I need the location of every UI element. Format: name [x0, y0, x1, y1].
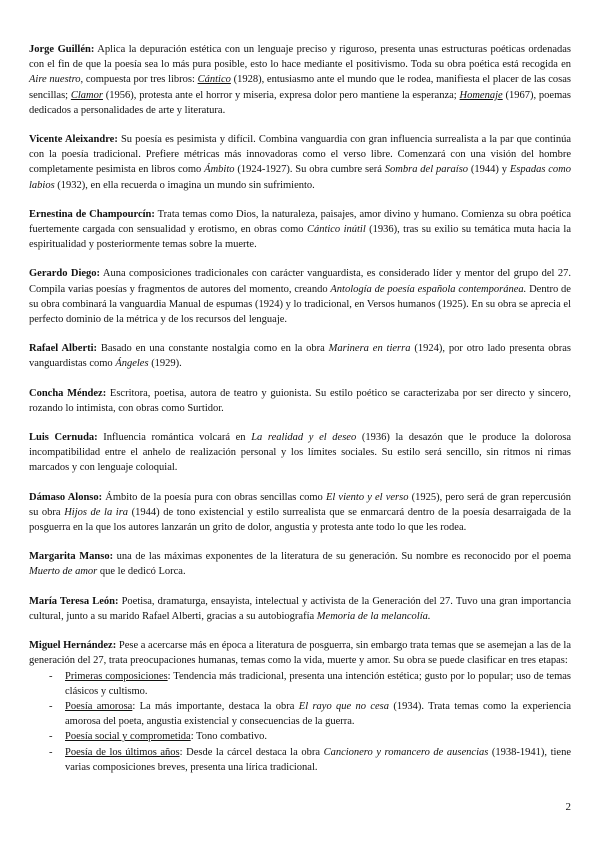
underlined-text: Poesía amorosa: [65, 700, 133, 712]
author-name: Ernestina de Champourcín:: [29, 208, 155, 220]
body-text: Poetisa, dramaturga, ensayista, intelectual y activista de la Generación del 27. Tuvo una gran importancia cultural, junto a su marido Rafael Alberti, gracias a su autobiografía: [29, 595, 571, 622]
author-name: Luis Cernuda:: [29, 432, 98, 444]
italic-text: Ámbito: [204, 164, 235, 176]
italic-text: Memoria de la melancolía.: [316, 610, 431, 622]
body-text: Influencia romántica volcará en: [97, 432, 252, 444]
author-entry-miguel-hernandez: [29, 638, 571, 775]
body-text: : La más importante, destaca la obra: [132, 700, 299, 712]
page-number: 2: [565, 801, 571, 813]
italic-text: Cancionero y romancero de ausencias: [323, 746, 489, 758]
italic-text: El rayo que no cesa: [298, 700, 390, 712]
body-text: (1932), en ella recuerda o imagina un mundo sin sufrimiento.: [54, 179, 315, 191]
body-text: (1944) y: [468, 164, 510, 176]
body-text: (1956), protesta ante el horror y miseria, expresa dolor pero mantiene la esperanza;: [102, 89, 460, 101]
italic-text: El viento y el verso: [325, 491, 409, 503]
body-text: Su poesía es pesimista y difícil. Combina vanguardia con gran influencia surrealista a la par que continúa con la poesía tradicional. Prefiere métricas más innovadoras como el verso libre. Comenzará con una visión del hombre completamente pesimista en libros como: [29, 134, 571, 176]
author-entry-margarita-manso: [29, 549, 571, 579]
body-text: (1929).: [148, 358, 182, 370]
body-text: Auna composiciones tradicionales con carácter vanguardista, es considerado líder y mentor del grupo del 27. Compila varias poesías y fragmentos de autores del momento, creando: [29, 268, 571, 295]
italic-text: Clamor: [70, 89, 103, 101]
author-name: Gerardo Diego:: [29, 268, 101, 280]
body-text: (1925), pero será de gran repercusión su obra: [29, 491, 572, 518]
body-text: (1944) de tono existencial y estilo surrealista que se enmarcará dentro de la poesía desarraigada de la posguerra en la que los autores lanzarán un grito de dolor, angustia y protesta ante todo lo que les rodea.: [29, 506, 571, 534]
author-entries: [29, 42, 571, 775]
italic-text: Muerto de amor: [29, 566, 98, 578]
author-name: Jorge Guillén:: [29, 44, 95, 55]
italic-text: Homenaje: [459, 89, 503, 101]
underlined-text: Poesía social y comprometida: [65, 731, 191, 743]
body-text: que le dedicó Lorca.: [97, 566, 186, 578]
body-text: Dentro de su obra combinará la vanguardia Manual de espumas (1924) y lo tradicional, en Versos humanos (1925). En su obra se aprecia el perfecto dominio de la métrica y de los recursos del lenguaje.: [29, 283, 571, 326]
stages-list: [29, 669, 571, 775]
body-text: (1924-1927). Su obra cumbre será: [234, 164, 385, 176]
author-entry-gerardo-diego: [29, 266, 571, 327]
body-text: Trata temas como Dios, la naturaleza, paisajes, amor divino y humano. Comienza su obra poética fuertemente cargada con sensualidad y erotismo, en obras como: [29, 208, 571, 236]
italic-text: La realidad y el deseo: [251, 432, 357, 444]
author-entry-maria-teresa-leon: [29, 594, 571, 624]
italic-text: Antología de poesía española contemporánea.: [330, 283, 527, 295]
author-name: Margarita Manso:: [29, 551, 114, 563]
author-entry-luis-cernuda: [29, 430, 571, 476]
author-entry-concha-mendez: [29, 386, 571, 416]
italic-text: Espadas como labios: [29, 164, 571, 191]
stage-item: [65, 669, 571, 699]
stage-item: [65, 729, 571, 744]
body-text: Escritora, poetisa, autora de teatro y guionista. Su estilo poético se caracterizaba por ser directo y sincero, rozando lo intimista, con obras como Surtidor.: [29, 387, 571, 414]
author-entry-jorge-guillen: [29, 42, 571, 118]
body-text: (1967), poemas dedicados a personalidades de arte y literatura.: [29, 89, 571, 116]
body-text: Ámbito de la poesía pura con obras sencillas como: [102, 491, 326, 503]
italic-text: Sombra del paraíso: [384, 164, 469, 176]
author-entry-damaso-alonso: [29, 490, 571, 536]
body-text: una de las máximas exponentes de la literatura de su generación. Su nombre es reconocido por el poema: [113, 551, 571, 563]
author-entry-vicente-aleixandre: [29, 132, 571, 193]
stage-item: [65, 745, 571, 775]
stage-item: [65, 699, 571, 729]
body-text: : Tono combativo.: [190, 731, 268, 743]
body-text: (1934). Trata temas como la experiencia amorosa del poeta, angustia existencial y consecuencias de la guerra.: [65, 700, 571, 728]
body-text: Pese a acercarse más en época a literatura de posguerra, sin embargo trata temas que se asemejan a las de la generación del 27, trata preocupaciones humanas, temas como la vida, muerte y amor. Su obra se puede clasificar en tres etapas:: [29, 640, 572, 667]
italic-text: Aire nuestro: [29, 74, 81, 86]
italic-text: Hijos de la ira: [64, 506, 129, 518]
author-name: María Teresa León:: [29, 595, 119, 607]
author-name: Concha Méndez:: [29, 387, 107, 399]
body-text: (1928), entusiasmo ante el mundo que le rodea, manifiesta el placer de las cosas sencillas;: [29, 74, 571, 101]
author-name: Rafael Alberti:: [29, 343, 98, 355]
author-name: Vicente Aleixandre:: [29, 134, 118, 146]
body-text: (1936), tras su exilio su temática muta hacia la espiritualidad y posteriormente temas sobre la muerte.: [29, 224, 571, 251]
author-entry-rafael-alberti: [29, 341, 571, 371]
underlined-text: Primeras composiciones: [65, 670, 168, 682]
body-text: Aplica la depuración estética con un lenguaje preciso y riguroso, presenta unas estructuras poéticas ordenadas con el fin de que la poesía sea lo más pura posible, esto lo hace mediante el positivismo. Toda su obra poética está recogida en: [29, 44, 571, 71]
body-text: (1924), por otro lado presenta obras vanguardistas como: [29, 343, 571, 370]
body-text: (1936) la desazón que le produce la dolorosa incompatibilidad entre el anhelo de realización personal y los límites sociales. Su estilo será sencillo, sin ritmos ni rimas marcados y con lenguaje coloquial.: [29, 432, 572, 474]
author-name: Dámaso Alonso:: [29, 491, 103, 503]
underlined-text: Poesía de los últimos años: [65, 746, 180, 758]
body-text: (1938-1941), tiene varias composiciones breves, presenta una lírica tradicional.: [65, 746, 571, 773]
author-entry-ernestina-de-champourcin: [29, 207, 571, 253]
italic-text: Cántico: [197, 74, 231, 86]
body-text: Basado en una constante nostalgia como en la obra: [97, 343, 329, 355]
body-text: : Desde la cárcel destaca la obra: [179, 746, 324, 758]
author-name: Miguel Hernández:: [29, 640, 117, 652]
italic-text: Marinera en tierra: [328, 343, 411, 355]
italic-text: Ángeles: [115, 358, 149, 370]
italic-text: Cántico inútil: [306, 224, 366, 236]
body-text: : Tendencia más tradicional, presenta una intención estética; gusto por lo popular; uso de temas clásicos y cultismo.: [65, 670, 571, 697]
body-text: , compuesta por tres libros:: [80, 74, 198, 86]
